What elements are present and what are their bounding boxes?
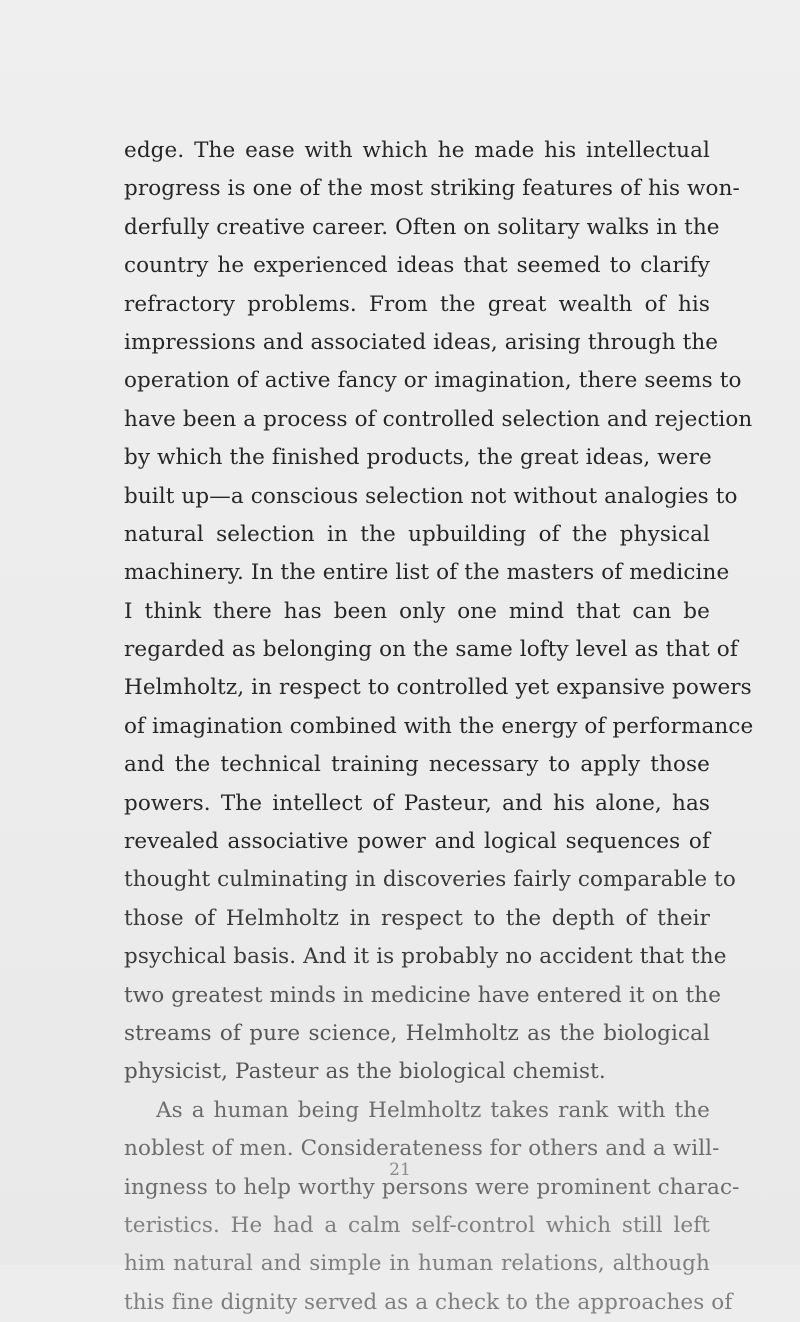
text-line: streams of pure science, Helmholtz as the biological xyxy=(124,1020,710,1046)
text-line: regarded as belonging on the same lofty level as that of xyxy=(124,637,738,663)
text-line: this fine dignity served as a check to the approaches of xyxy=(124,1289,733,1315)
text-line: As a human being Helmholtz takes rank with the xyxy=(156,1097,710,1123)
text-line: edge. The ease with which he made his intellectual xyxy=(124,138,710,163)
text-line: powers. The intellect of Pasteur, and his alone, has xyxy=(124,790,710,816)
body-text xyxy=(124,132,754,1322)
text-line: natural selection in the upbuilding of the physical xyxy=(124,521,710,547)
text-line: derfully creative career. Often on solitary walks in the xyxy=(124,214,720,240)
text-line: by which the finished products, the great ideas, were xyxy=(124,445,712,471)
text-line: those of Helmholtz in respect to the depth of their xyxy=(124,905,710,931)
text-line: operation of active fancy or imagination, there seems to xyxy=(124,368,742,394)
text-line: psychical basis. And it is probably no accident that the xyxy=(124,944,727,970)
page-number: 21 xyxy=(389,1160,411,1180)
text-line: physicist, Pasteur as the biological chemist. xyxy=(124,1059,606,1085)
text-line: thought culminating in discoveries fairly comparable to xyxy=(124,867,736,893)
text-line: him natural and simple in human relations, although xyxy=(124,1251,710,1277)
text-line: of imagination combined with the energy of performance xyxy=(124,713,754,739)
text-line: and the technical training necessary to apply those xyxy=(124,752,710,778)
text-line: teristics. He had a calm self-control which still left xyxy=(124,1212,710,1238)
text-line: machinery. In the entire list of the masters of medicine xyxy=(124,560,730,586)
text-line: ingness to help worthy persons were prominent charac- xyxy=(124,1174,740,1200)
text-line: have been a process of controlled selection and rejection xyxy=(124,406,753,432)
text-line: impressions and associated ideas, arising through the xyxy=(124,329,719,355)
text-line: I think there has been only one mind that can be xyxy=(124,598,710,624)
text-line: refractory problems. From the great wealth of his xyxy=(124,291,710,317)
text-line: revealed associative power and logical sequences of xyxy=(124,829,710,855)
text-line: Helmholtz, in respect to controlled yet expansive powers xyxy=(124,675,752,701)
text-line: built up—a conscious selection not without analogies to xyxy=(124,483,738,509)
text-line: noblest of men. Considerateness for others and a will- xyxy=(124,1136,720,1162)
text-line: progress is one of the most striking features of his won- xyxy=(124,176,740,202)
text-line: country he experienced ideas that seemed to clarify xyxy=(124,253,710,279)
text-line: two greatest minds in medicine have entered it on the xyxy=(124,982,722,1008)
